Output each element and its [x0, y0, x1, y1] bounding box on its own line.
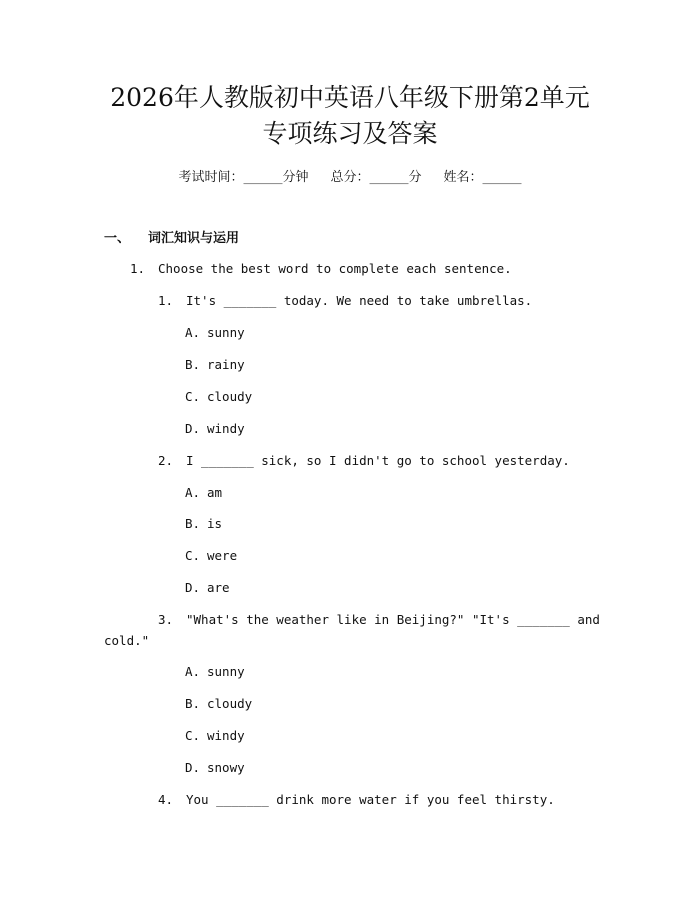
question-3-option-d: D. snowy [185, 760, 245, 775]
question-text: It's _______ today. We need to take umbrellas. [186, 293, 533, 308]
question-number: 3. [158, 612, 174, 627]
question-text: You _______ drink more water if you feel thirsty. [186, 792, 555, 807]
question-number: 2. [158, 453, 174, 468]
instruction-number: 1. [130, 261, 146, 276]
instruction-line [130, 259, 512, 279]
document-title-line-2: 专项练习及答案 [262, 119, 438, 148]
question-1-option-d: D. windy [185, 421, 245, 436]
question-3 [158, 610, 600, 630]
exam-meta [0, 168, 700, 188]
question-1-option-c: C. cloudy [185, 389, 253, 404]
question-2-option-d: D. are [185, 580, 230, 595]
student-name-label: 姓名：______ [443, 170, 522, 185]
question-1-option-a: A. sunny [185, 325, 245, 340]
question-3-option-b: B. cloudy [185, 696, 253, 711]
section-title: 词汇知识与运用 [148, 231, 240, 246]
question-3-option-c: C. windy [185, 728, 245, 743]
question-number: 4. [158, 792, 174, 807]
total-score-label: 总分：______分 [330, 170, 422, 185]
question-2-option-b: B. is [185, 516, 223, 531]
question-1 [158, 291, 532, 311]
section-number: 一、 [104, 231, 131, 246]
question-3-text-continued: cold." [104, 633, 150, 648]
question-3-option-a: A. sunny [185, 664, 245, 679]
question-text: "What's the weather like in Beijing?" "It's _______ and [186, 612, 600, 627]
question-1-option-b: B. rainy [185, 357, 245, 372]
question-2-option-a: A. am [185, 485, 223, 500]
question-text: I _______ sick, so I didn't go to school yesterday. [186, 453, 570, 468]
question-2 [158, 451, 570, 471]
section-heading [104, 229, 239, 249]
question-number: 1. [158, 293, 174, 308]
document-title-line-1: 2026年人教版初中英语八年级下册第2单元 [110, 83, 590, 112]
instruction-text: Choose the best word to complete each sentence. [158, 261, 512, 276]
question-2-option-c: C. were [185, 548, 238, 563]
exam-time-label: 考试时间：______分钟 [178, 170, 309, 185]
question-4 [158, 790, 555, 810]
